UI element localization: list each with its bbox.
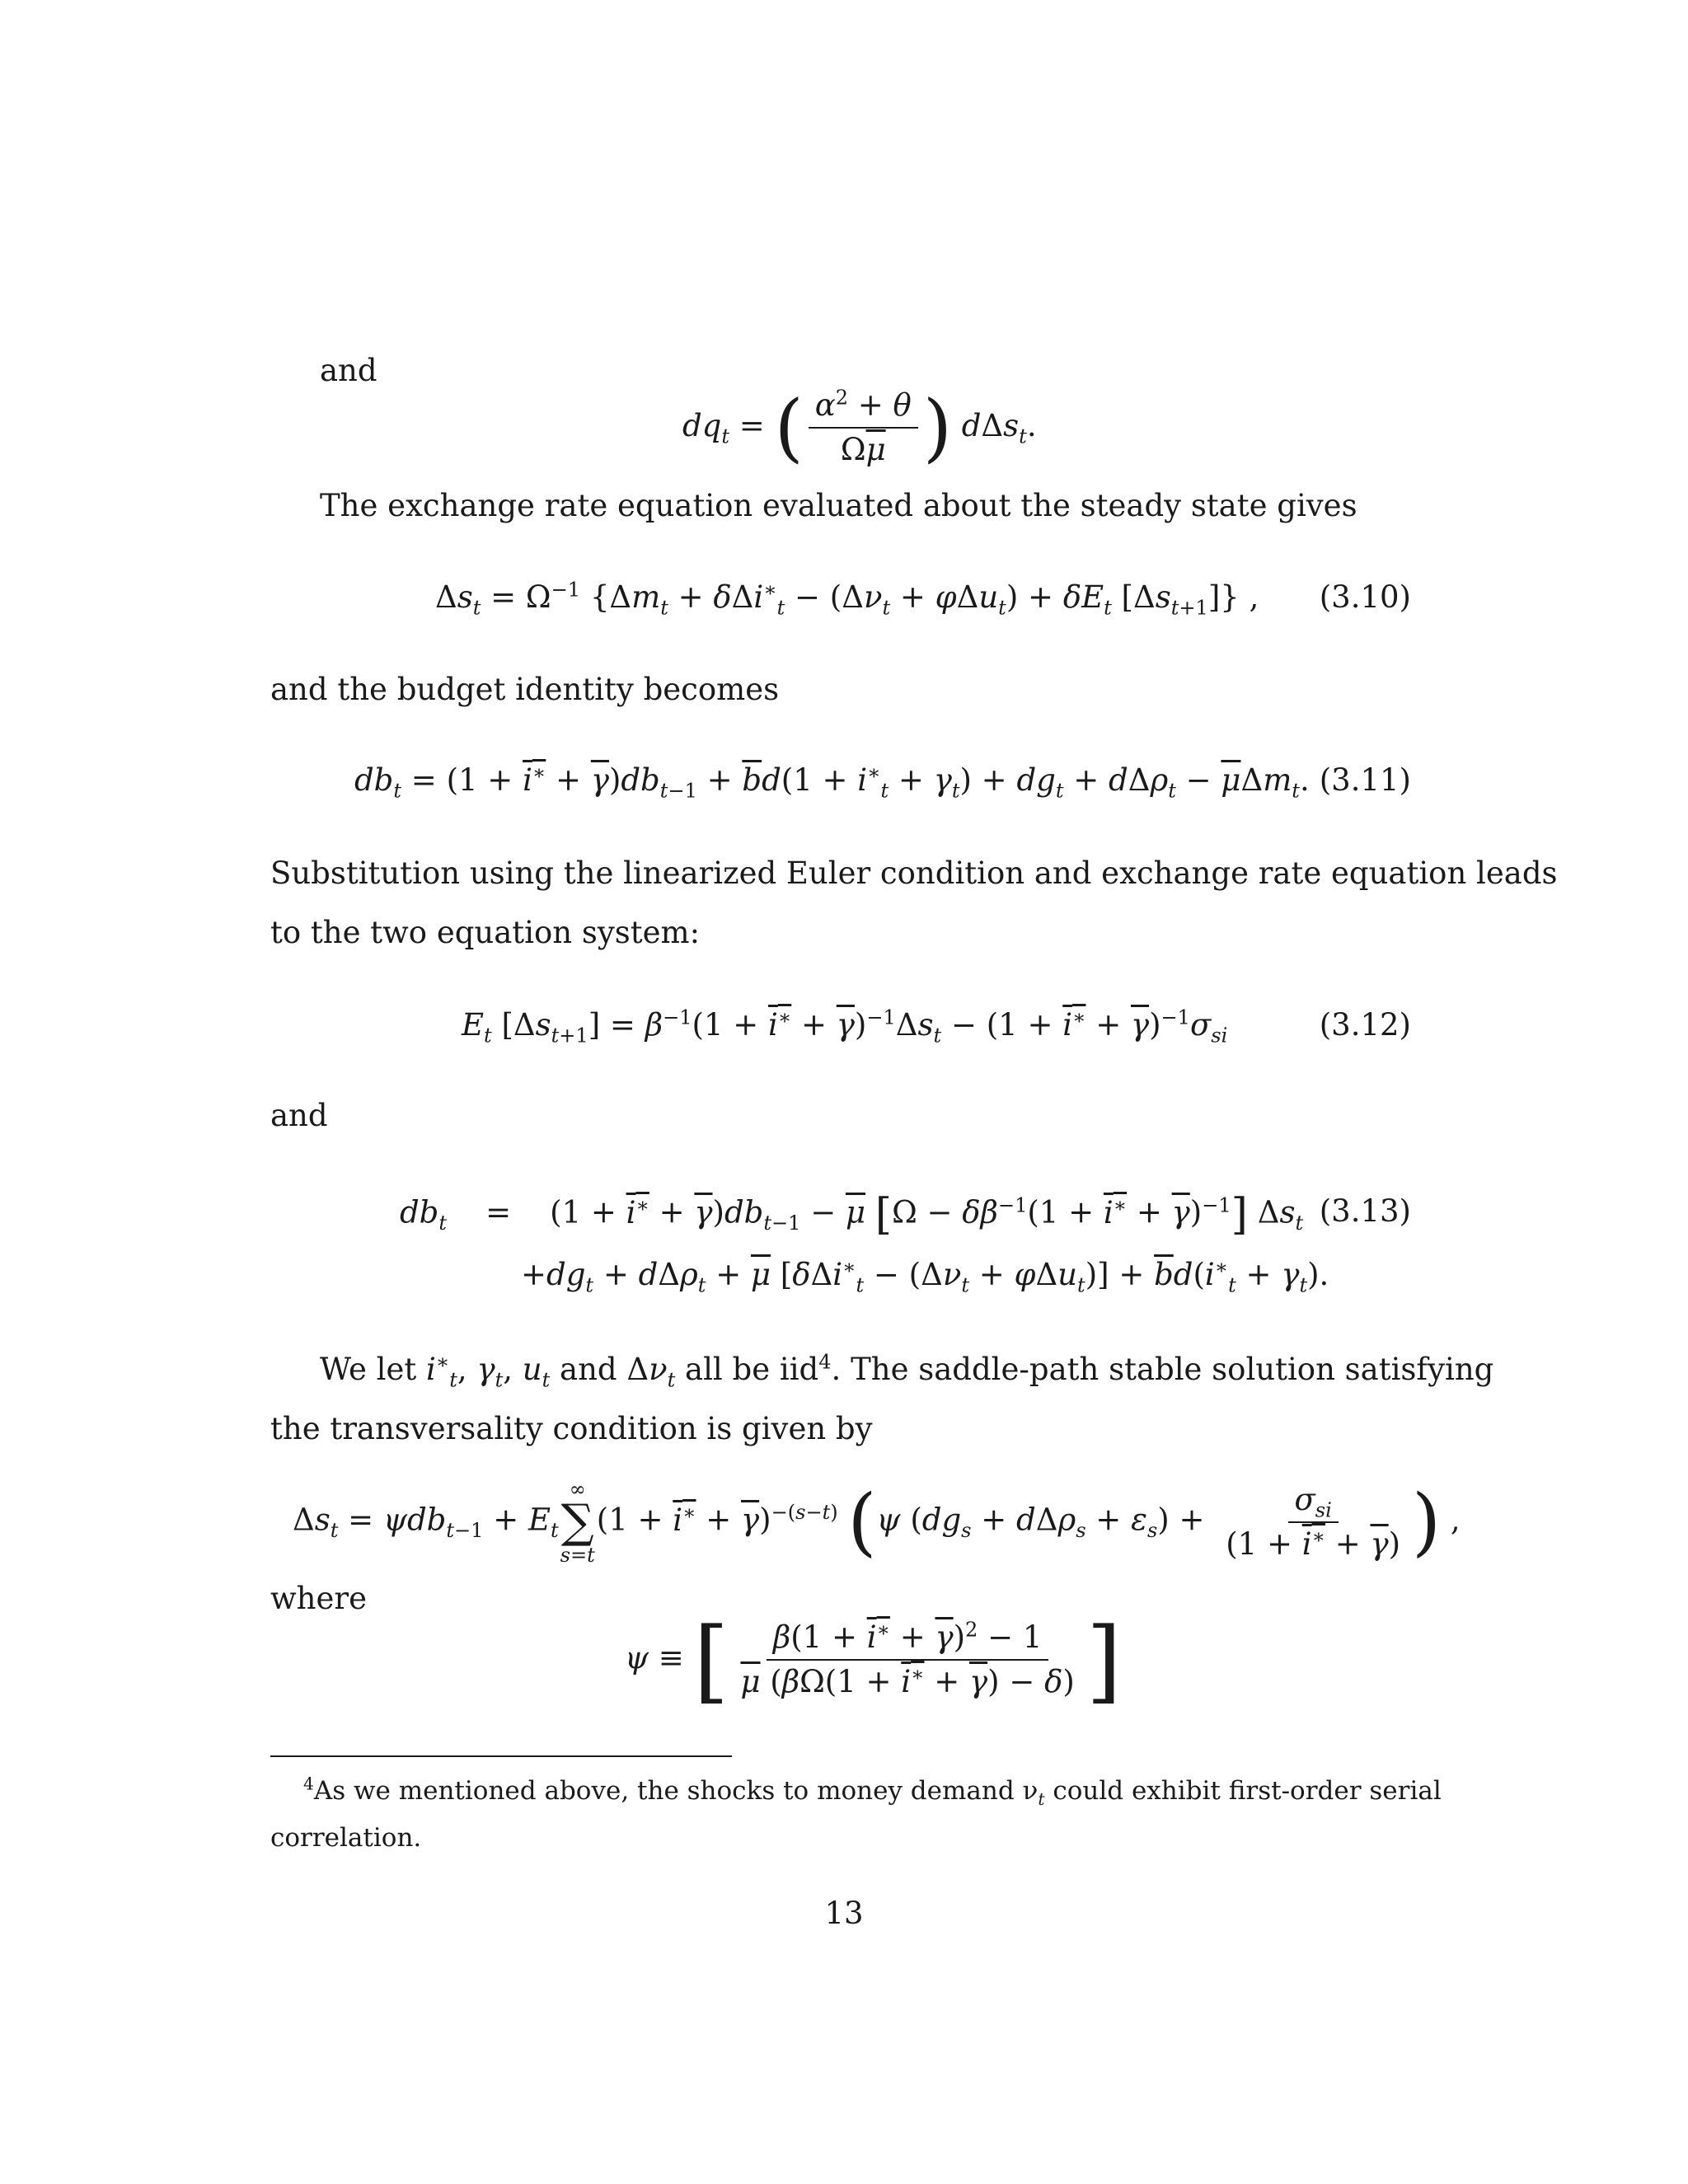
equation-number-3-13: (3.13) — [1319, 1193, 1411, 1229]
footnote-mark: 4 — [303, 1774, 314, 1794]
footnote-rule — [270, 1755, 732, 1757]
footnote-text: As we mentioned above, the shocks to money demand ν — [313, 1776, 1039, 1806]
equation-number-3-12: (3.12) — [1319, 1007, 1411, 1043]
text-where: where — [270, 1581, 367, 1616]
text-we-let-line1: We let $i^∗_t$, $\gamma_t$, $u_t$ and $\Delta\nu_t$ all be iid$^4$. The saddle-path stable solution satisfying — [320, 1350, 1494, 1392]
text-substitution-line1: Substitution using the linearized Euler condition and exchange rate equation leads — [270, 855, 1558, 891]
text-budget-identity: and the budget identity becomes — [270, 672, 780, 707]
equation-3-13-line2: $+dg_t + d\Delta\rho_t + \overline{\mu}$ $[\delta\Delta i^∗_t - (\Delta\nu_t + \varphi\Delta u_t)] + \overline{b}d(i^∗_t + \gamma_t)$. — [521, 1255, 1329, 1297]
equation-3-12: $E_t$ $[\Delta s_{t+1}] = \beta^{-1}(1 + i^∗ + \overline{\gamma})^{-1}\Delta s_t - (1 + i^∗ + \overline{\gamma})^{-1}\sigma_{si}$ — [462, 1005, 1228, 1047]
footnote-text-end: could exhibit first-order serial — [1044, 1776, 1442, 1806]
footnote-line1 — [303, 1774, 1442, 1810]
text-substitution-line2: to the two equation system: — [270, 915, 701, 950]
text-exchange-rate: The exchange rate equation evaluated about the steady state gives — [320, 488, 1357, 523]
equation-solution: $\Delta s_t = \psi db_{t-1} + E_t$ ∞ ∑ s=t $(1 + i^∗ + \overline{\gamma})^{-(s-t)}$ (ψ $(dg_s + d\Delta\rho_s + \varepsilon_s)$ + $\frac{\sigma_{si}}{(1 + i^∗ + \overline{\gamma})}$ ) , — [293, 1478, 1461, 1567]
footnote-line2: correlation. — [270, 1823, 422, 1853]
equation-number-3-11: (3.11) — [1319, 762, 1411, 798]
equation-3-13-line1: $db_t$ = $(1 + i^∗ + \overline{\gamma})db_{t-1} - \overline{\mu}$ $[\Omega - \delta\beta^{-1}(1 + i^∗ + \overline{\gamma})^{-1}]$ $\Delta s_t$ — [400, 1190, 1304, 1240]
equation-3-10: $\Delta s_t = \Omega^{-1}$ {$\Delta m_t + \delta\Delta i^∗_t - (\Delta\nu_t + \varphi\Delta u_t) + \delta E_t$ $[\Delta s_{t+1}]$} , — [435, 578, 1259, 620]
footnote-text-sub: t — [1038, 1789, 1045, 1810]
equation-number-3-10: (3.10) — [1319, 579, 1411, 615]
text-and-2: and — [270, 1098, 328, 1133]
text-and-1: and — [320, 353, 377, 388]
equation-psi: ψ ≡ [ $\frac{\beta(1 + i^∗ + \overline{\gamma})^2 - 1}{\overline{\mu} (\beta\Omega(1 + i^∗ + \overline{\gamma}) - \delta)}$ ] — [625, 1607, 1122, 1713]
equation-3-11: $db_t = (1 + i^∗ + \overline{\gamma})db_{t-1} + \overline{b}d(1 + i^∗_t + \gamma_t) + dg_t + d\Delta\rho_t - \overline{\mu}\Delta m_t$. — [354, 761, 1310, 803]
page-number: 13 — [824, 1896, 864, 1931]
equation-dq: $dq_t$ = ( $\frac{\alpha^2 + \theta}{\Omega\overline{\mu}}$ ) dΔs$_t$. — [682, 384, 1037, 471]
text-we-let-line2: the transversality condition is given by — [270, 1411, 873, 1446]
